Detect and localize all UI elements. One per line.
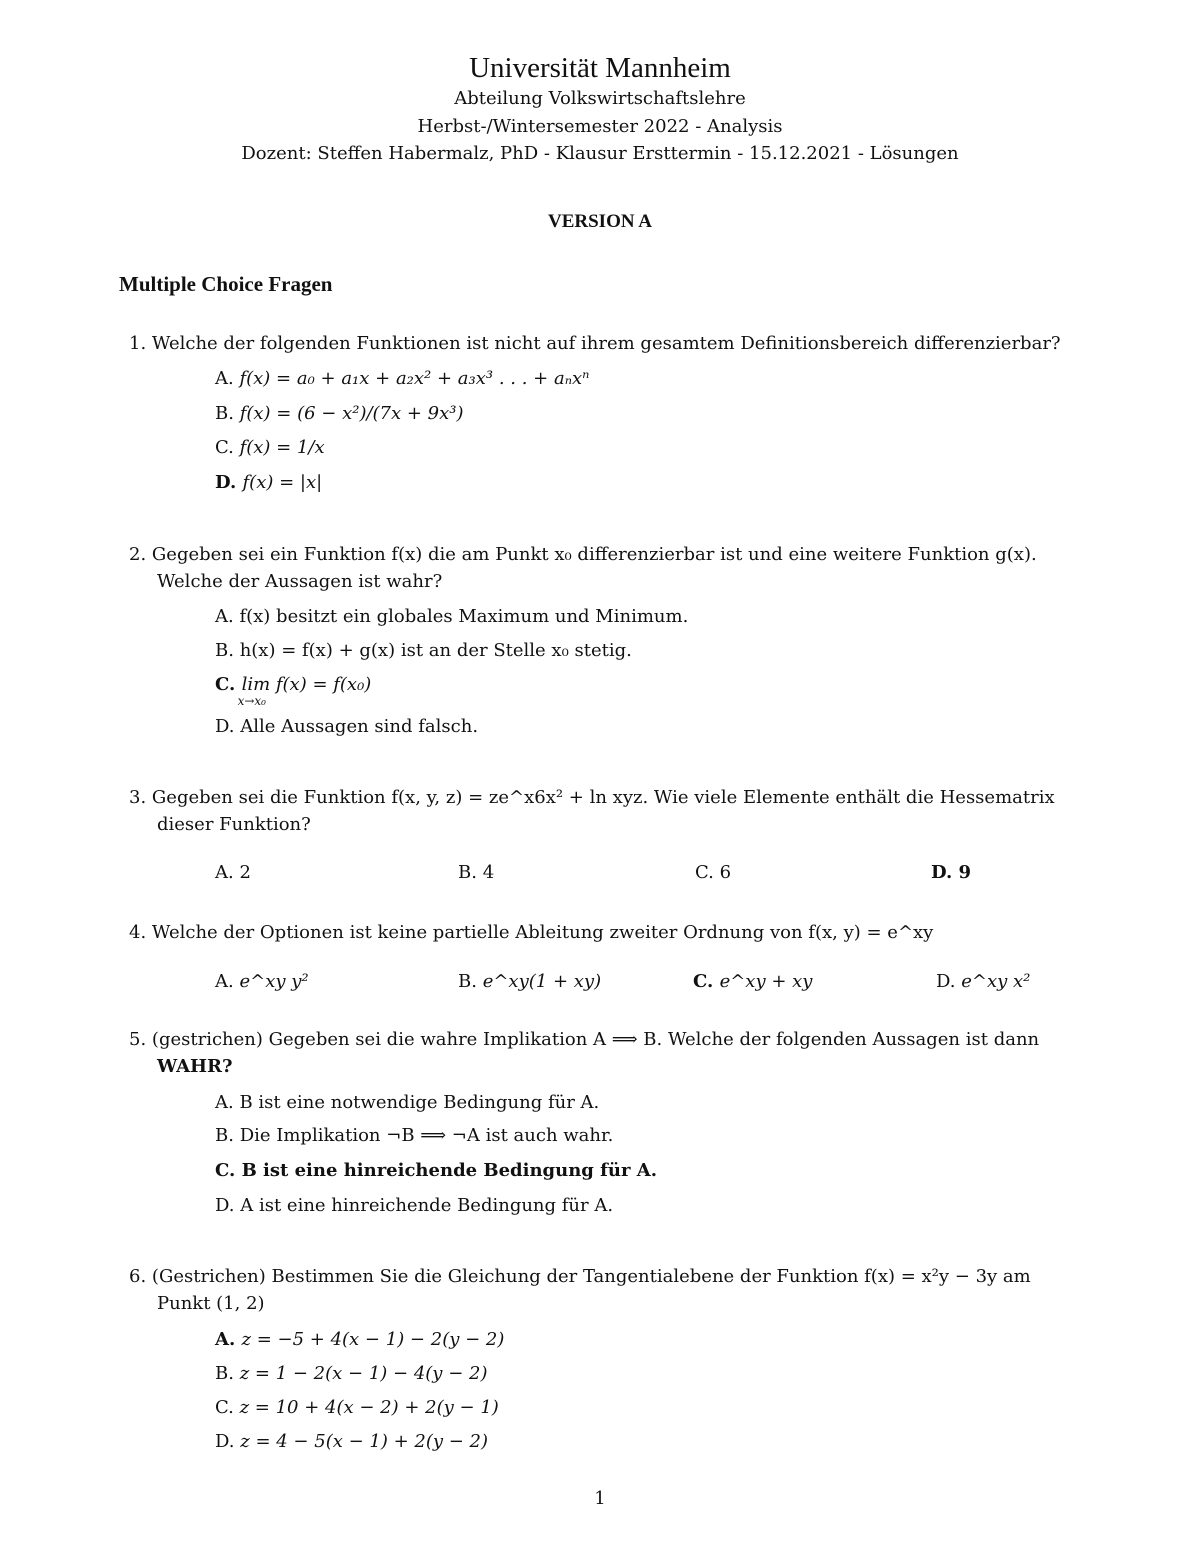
- option-text: B ist eine hinreichende Bedingung für A.: [241, 1160, 657, 1181]
- option-label: B.: [215, 403, 234, 424]
- q3-option-c: [695, 862, 731, 883]
- option-label: A.: [215, 862, 234, 883]
- option-label: A.: [215, 1092, 234, 1113]
- option-label: D.: [215, 716, 235, 737]
- semester: Herbst-/Wintersemester 2022 - Analysis: [417, 116, 783, 137]
- question-number: 5.: [129, 1029, 147, 1050]
- option-text: f(x) = (6 − x²)/(7x + 9x³): [239, 403, 464, 424]
- question-5: [129, 1029, 1039, 1050]
- q1-option-b: [215, 403, 464, 424]
- question-1: [129, 333, 1061, 354]
- q6-option-c: [215, 1397, 499, 1418]
- q6-option-d: [215, 1431, 488, 1452]
- option-text: z = 10 + 4(x − 2) + 2(y − 1): [239, 1397, 499, 1418]
- option-text: Alle Aussagen sind falsch.: [240, 716, 479, 737]
- option-text: f(x) = a₀ + a₁x + a₂x² + a₃x³ . . . + aₙxⁿ: [239, 368, 590, 389]
- option-text: f(x) besitzt ein globales Maximum und Minimum.: [239, 606, 689, 627]
- option-label: C.: [215, 1397, 234, 1418]
- option-text: B ist eine notwendige Bedingung für A.: [239, 1092, 600, 1113]
- option-label: D.: [936, 971, 956, 992]
- option-label: C.: [693, 971, 714, 992]
- question-text: (Gestrichen) Bestimmen Sie die Gleichung der Tangentialebene der Funktion f(x) = x²y − 3y am: [151, 1266, 1031, 1287]
- option-label: B.: [215, 1125, 234, 1146]
- limit-expression: lim f(x) = f(x₀): [241, 674, 372, 695]
- q4-option-c: [693, 971, 812, 992]
- university-title: Universität Mannheim: [469, 52, 731, 84]
- q5-option-b: [215, 1125, 613, 1146]
- q2-option-b: [215, 640, 632, 661]
- question-text: (gestrichen) Gegeben sei die wahre Implikation A ⟹ B. Welche der folgenden Aussagen ist dann: [151, 1029, 1040, 1050]
- section-title: Multiple Choice Fragen: [119, 272, 333, 296]
- question-number: 4.: [129, 922, 147, 943]
- q2-option-c: [215, 674, 372, 708]
- option-text: Die Implikation ¬B ⟹ ¬A ist auch wahr.: [239, 1125, 614, 1146]
- option-text: e^xy x²: [961, 971, 1031, 992]
- option-label: D.: [215, 1195, 235, 1216]
- question-3: [129, 787, 1055, 808]
- option-text: e^xy(1 + xy): [482, 971, 602, 992]
- q4-option-b: [458, 971, 601, 992]
- option-label: C.: [215, 437, 234, 458]
- question-2-cont: Welche der Aussagen ist wahr?: [157, 571, 443, 592]
- q1-option-d: [215, 472, 322, 493]
- q5-option-c: [215, 1160, 657, 1181]
- option-text: A ist eine hinreichende Bedingung für A.: [240, 1195, 614, 1216]
- option-text: f(x) = 1/x: [239, 437, 325, 458]
- question-number: 6.: [129, 1266, 147, 1287]
- question-6: [129, 1266, 1031, 1287]
- option-label: B.: [215, 1363, 234, 1384]
- question-text: Gegeben sei die Funktion f(x, y, z) = ze^x6x² + ln xyz. Wie viele Elemente enthält die Hessematrix: [151, 787, 1055, 808]
- question-2: [129, 544, 1037, 565]
- q3-option-a: [215, 862, 251, 883]
- q2-option-a: [215, 606, 688, 627]
- option-label: A.: [215, 1329, 236, 1350]
- option-text: 4: [482, 862, 495, 883]
- option-label: A.: [215, 368, 234, 389]
- q2-option-d: [215, 716, 478, 737]
- q1-option-a: [215, 368, 589, 389]
- option-label: C.: [215, 1160, 236, 1181]
- option-text: z = 4 − 5(x − 1) + 2(y − 2): [240, 1431, 489, 1452]
- option-text: z = −5 + 4(x − 1) − 2(y − 2): [241, 1329, 505, 1350]
- option-label: B.: [458, 971, 477, 992]
- question-text: Welche der folgenden Funktionen ist nicht auf ihrem gesamtem Definitionsbereich differenzierbar?: [151, 333, 1061, 354]
- department: Abteilung Volkswirtschaftslehre: [454, 88, 746, 109]
- page-number: 1: [594, 1488, 606, 1509]
- option-label: B.: [458, 862, 477, 883]
- option-text: e^xy + xy: [719, 971, 813, 992]
- q5-option-a: [215, 1092, 599, 1113]
- q5-option-d: [215, 1195, 613, 1216]
- option-label: A.: [215, 606, 234, 627]
- option-label: D.: [931, 862, 953, 883]
- question-text: Gegeben sei ein Funktion f(x) die am Punkt x₀ differenzierbar ist und eine weitere Funktion g(x).: [151, 544, 1037, 565]
- option-text: e^xy y²: [239, 971, 309, 992]
- option-text: 6: [719, 862, 732, 883]
- option-text: z = 1 − 2(x − 1) − 4(y − 2): [239, 1363, 488, 1384]
- q4-option-d: [936, 971, 1030, 992]
- question-number: 2.: [129, 544, 147, 565]
- question-number: 3.: [129, 787, 147, 808]
- q6-option-a: [215, 1329, 504, 1350]
- q3-option-d: [931, 862, 971, 883]
- question-text: Welche der Optionen ist keine partielle Ableitung zweiter Ordnung von f(x, y) = e^xy: [151, 922, 934, 943]
- option-text: [237, 674, 372, 708]
- q1-option-c: [215, 437, 325, 458]
- question-number: 1.: [129, 333, 147, 354]
- version-label: VERSION A: [548, 211, 652, 232]
- option-label: D.: [215, 472, 237, 493]
- q6-option-b: [215, 1363, 487, 1384]
- question-6-cont: Punkt (1, 2): [157, 1293, 265, 1314]
- option-label: A.: [215, 971, 234, 992]
- option-text: 2: [239, 862, 251, 883]
- q3-option-b: [458, 862, 494, 883]
- option-label: D.: [215, 1431, 235, 1452]
- question-5-cont: WAHR?: [157, 1056, 233, 1077]
- lecturer-line: Dozent: Steffen Habermalz, PhD - Klausur Ersttermin - 15.12.2021 - Lösungen: [241, 143, 959, 164]
- option-label: C.: [695, 862, 714, 883]
- option-text: h(x) = f(x) + g(x) ist an der Stelle x₀ stetig.: [239, 640, 632, 661]
- option-text: 9: [958, 862, 972, 883]
- q4-option-a: [215, 971, 309, 992]
- question-3-cont: dieser Funktion?: [157, 814, 311, 835]
- limit-subscript: x→x₀: [237, 694, 266, 708]
- option-text: f(x) = |x|: [242, 472, 323, 493]
- option-label: B.: [215, 640, 234, 661]
- question-4: [129, 922, 933, 943]
- option-label: C.: [215, 674, 236, 695]
